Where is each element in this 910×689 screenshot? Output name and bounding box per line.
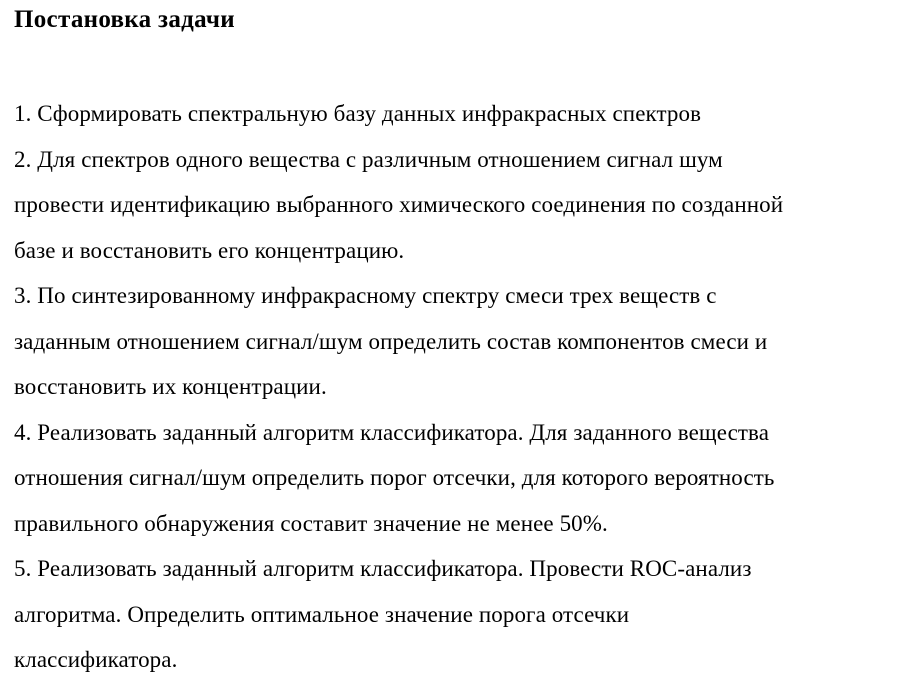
- task-line: правильного обнаружения составит значение не менее 50%.: [14, 510, 608, 536]
- task-line: 4. Реализовать заданный алгоритм классификатора. Для заданного вещества: [14, 419, 770, 445]
- task-line: заданным отношением сигнал/шум определить состав компонентов смеси и: [14, 328, 768, 354]
- task-item: [14, 546, 908, 683]
- task-item: [14, 137, 908, 274]
- task-line: классификатора.: [14, 647, 178, 672]
- task-item: [14, 273, 908, 410]
- task-line: 3. По синтезированному инфракрасному спектру смеси трех веществ с: [14, 283, 717, 308]
- task-item: [14, 91, 908, 137]
- task-line: 5. Реализовать заданный алгоритм классификатора. Провести ROC-анализ: [14, 556, 752, 581]
- task-line: восстановить их концентрации.: [14, 374, 327, 399]
- task-line: базе и восстановить его концентрацию.: [14, 237, 405, 263]
- task-line: провести идентификацию выбранного химического соединения по созданной: [14, 192, 784, 217]
- task-line: 1. Сформировать спектральную базу данных инфракрасных спектров: [14, 101, 702, 126]
- task-line: алгоритма. Определить оптимальное значение порога отсечки: [14, 601, 630, 627]
- task-line: отношения сигнал/шум определить порог отсечки, для которого вероятность: [14, 465, 775, 490]
- task-list: [14, 91, 908, 683]
- task-item: [14, 410, 908, 547]
- task-line: 2. Для спектров одного вещества с различным отношением сигнал шум: [14, 146, 723, 172]
- page-title: Постановка задачи: [14, 6, 235, 33]
